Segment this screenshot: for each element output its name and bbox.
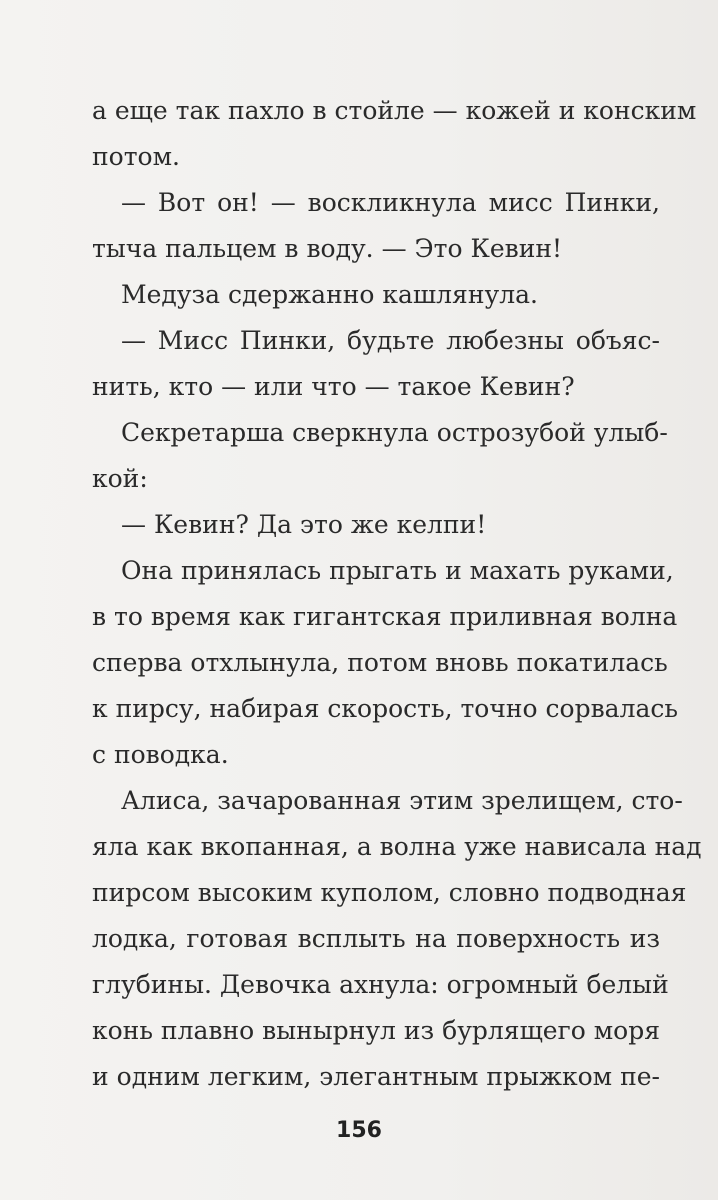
page-number: 156 bbox=[336, 1118, 382, 1143]
text-line: в то время как гигантская приливная волна bbox=[92, 602, 678, 631]
text-line: Она принялась прыгать и махать руками, bbox=[121, 556, 674, 585]
text-line: Медуза сдержанно кашлянула. bbox=[121, 280, 538, 309]
text-line: глубины. Девочка ахнула: огромный белый bbox=[92, 970, 669, 999]
text-line: лодка, готовая всплыть на поверхность из bbox=[92, 924, 660, 953]
text-line: и одним легким, элегантным прыжком пе- bbox=[92, 1062, 660, 1091]
text-line: пирсом высоким куполом, словно подводная bbox=[92, 878, 687, 907]
text-line: нить, кто — или что — такое Кевин? bbox=[92, 372, 575, 401]
text-line: а еще так пахло в стойле — кожей и конским bbox=[92, 96, 697, 125]
text-line: сперва отхлынула, потом вновь покатилась bbox=[92, 648, 668, 677]
text-line: — Кевин? Да это же келпи! bbox=[121, 510, 487, 539]
text-line: — Вот он! — воскликнула мисс Пинки, bbox=[121, 188, 660, 217]
text-line: Секретарша сверкнула острозубой улыб- bbox=[121, 418, 668, 447]
text-line: с поводка. bbox=[92, 740, 229, 769]
text-line: — Мисс Пинки, будьте любезны объяс- bbox=[121, 326, 660, 355]
text-line: Алиса, зачарованная этим зрелищем, сто- bbox=[121, 786, 683, 815]
text-line: потом. bbox=[92, 142, 180, 171]
text-line: к пирсу, набирая скорость, точно сорвалась bbox=[92, 694, 678, 723]
text-line: яла как вкопанная, а волна уже нависала над bbox=[92, 832, 702, 861]
text-line: кой: bbox=[92, 464, 148, 493]
text-line: тыча пальцем в воду. — Это Кевин! bbox=[92, 234, 563, 263]
text-line: конь плавно вынырнул из бурлящего моря bbox=[92, 1016, 660, 1045]
